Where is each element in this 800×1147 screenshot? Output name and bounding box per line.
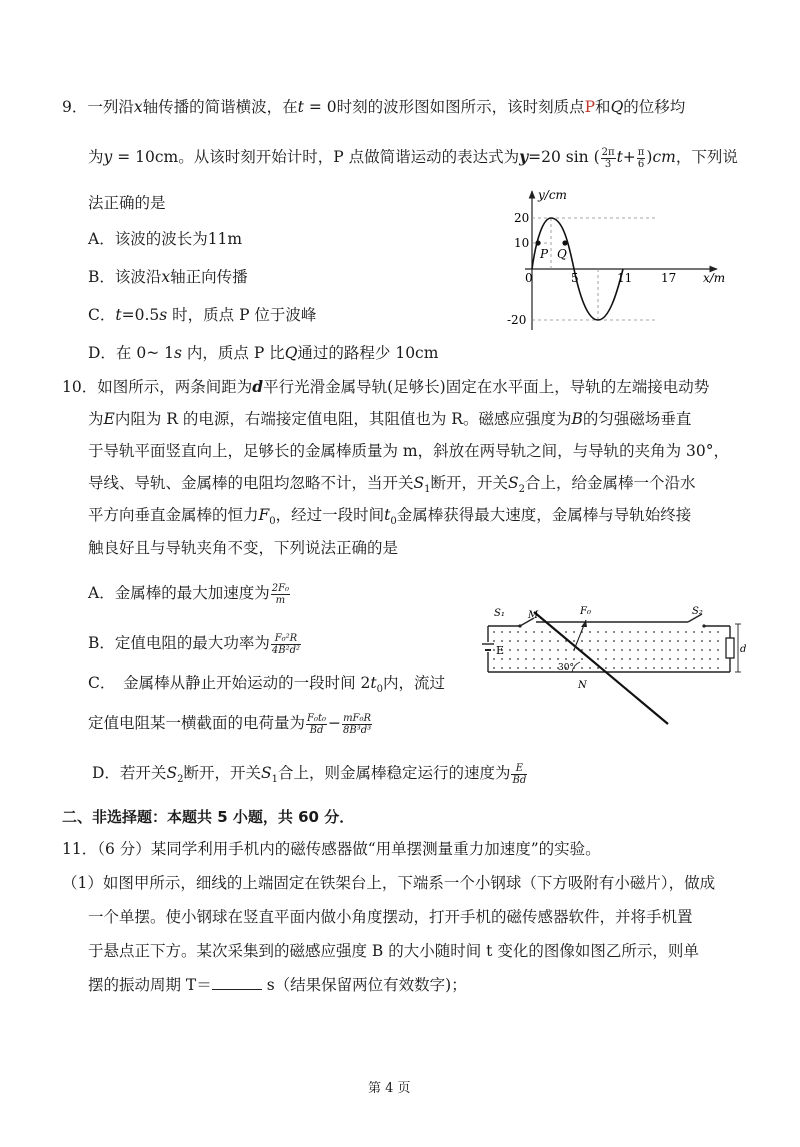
field-dot <box>493 649 495 651</box>
field-dot <box>581 667 583 669</box>
field-dot <box>509 658 511 660</box>
field-dot <box>621 640 623 642</box>
field-dot <box>613 667 615 669</box>
field-dot <box>501 667 503 669</box>
field-dot <box>573 658 575 660</box>
field-dot <box>549 667 551 669</box>
field-dot <box>533 649 535 651</box>
origin-label: 0 <box>525 271 533 285</box>
field-dot <box>701 667 703 669</box>
field-dot <box>701 640 703 642</box>
field-dot <box>653 667 655 669</box>
y-tick-10: 10 <box>514 236 530 250</box>
field-dot <box>629 649 631 651</box>
q10-option-d: D．若开关$S_2$断开，开关$S_1$合上，则金属棒稳定运行的速度为 $\frac{E}{Bd}$ <box>92 762 527 786</box>
label-f0: F₀ <box>580 606 591 617</box>
field-dot <box>541 631 543 633</box>
field-dot <box>653 640 655 642</box>
field-dot <box>645 631 647 633</box>
field-dot <box>621 667 623 669</box>
field-dot <box>685 640 687 642</box>
field-dot <box>629 631 631 633</box>
field-dot <box>621 631 623 633</box>
field-dot <box>637 640 639 642</box>
field-dot <box>493 640 495 642</box>
answer-blank[interactable] <box>212 975 262 990</box>
field-dot <box>709 667 711 669</box>
field-dot <box>661 640 663 642</box>
field-dot <box>597 658 599 660</box>
expr-frac-2: $\frac{\pi}{6}$ <box>637 146 645 170</box>
field-dot <box>605 658 607 660</box>
field-dot <box>541 667 543 669</box>
field-dot <box>717 649 719 651</box>
field-dot <box>557 649 559 651</box>
q10-line1: 10．如图所示，两条间距为d平行光滑金属导轨(足够长)固定在水平面上，导轨的左端接电动势 <box>62 377 710 396</box>
field-dot <box>717 667 719 669</box>
field-dot <box>605 667 607 669</box>
section-heading: 二、非选择题：本题共 5 小题，共 60 分． <box>62 808 355 826</box>
q10-option-c: C． 金属棒从静止开始运动的一段时间 $2t_0$内，流过 <box>88 674 446 696</box>
field-dot <box>541 640 543 642</box>
field-dot <box>621 649 623 651</box>
field-dot <box>549 631 551 633</box>
q9-line2: 为y = 10cm。从该时刻开始计时，P 点做简谐运动的表达式为y=20 sin ( $\frac{2\pi}{3}$ t+ $\frac{\pi}{6}$ )cm，下列说 <box>88 146 738 170</box>
q11-p4: 摆的振动周期 T＝ s（结果保留两位有效数字)； <box>88 976 467 994</box>
field-dot <box>693 658 695 660</box>
field-dot <box>717 658 719 660</box>
field-dot <box>533 658 535 660</box>
field-dot <box>717 631 719 633</box>
field-dot <box>629 640 631 642</box>
field-dot <box>517 667 519 669</box>
field-dot <box>637 658 639 660</box>
q11-p1: （1）如图甲所示，细线的上端固定在铁架台上，下端系一个小钢球（下方吸附有小磁片），做成 <box>62 874 716 892</box>
field-dot <box>581 640 583 642</box>
field-dot <box>605 649 607 651</box>
field-dot <box>701 649 703 651</box>
field-dot <box>653 631 655 633</box>
q10-line6: 触良好且与导轨夹角不变，下列说法正确的是 <box>88 539 399 557</box>
q10-line3: 于导轨平面竖直向上，足够长的金属棒质量为 m，斜放在两导轨之间，与导轨的夹角为 30°， <box>88 442 730 460</box>
q9-line3: 法正确的是 <box>88 194 166 212</box>
field-dot <box>589 631 591 633</box>
field-dot <box>613 631 615 633</box>
field-dot <box>645 658 647 660</box>
field-dot <box>525 667 527 669</box>
field-dot <box>693 649 695 651</box>
field-dot <box>661 631 663 633</box>
field-dot <box>709 631 711 633</box>
field-dot <box>549 658 551 660</box>
q9-option-a: A．该波的波长为11m <box>88 230 243 248</box>
label-q: Q <box>557 247 567 261</box>
field-dot <box>669 658 671 660</box>
field-dot <box>677 640 679 642</box>
q10-line2: 为E内阻为 R 的电源，右端接定值电阻，其阻值也为 R。磁感应强度为B的匀强磁场垂直 <box>88 410 692 428</box>
field-dot <box>589 667 591 669</box>
q9-option-b: B．该波沿x轴正向传播 <box>88 268 248 286</box>
field-dot <box>597 649 599 651</box>
x-axis-label: x/m <box>703 271 726 285</box>
field-dot <box>693 667 695 669</box>
q10-option-b: B．定值电阻的最大功率为 $\frac{\text{F₀²R}}{\text{4B²d²}}$ <box>88 632 301 656</box>
field-dot <box>565 658 567 660</box>
magnetic-field-dots <box>493 631 719 669</box>
q9-option-c: C．t=0.5s 时，质点 P 位于波峰 <box>88 306 317 324</box>
field-dot <box>493 631 495 633</box>
field-dot <box>541 658 543 660</box>
field-dot <box>613 640 615 642</box>
field-dot <box>565 631 567 633</box>
field-dot <box>637 631 639 633</box>
y-tick-neg20: -20 <box>507 313 527 327</box>
y-axis-label: y/cm <box>538 188 567 202</box>
field-dot <box>669 649 671 651</box>
page-number: 第 4 页 <box>368 1081 411 1096</box>
field-dot <box>661 649 663 651</box>
field-dot <box>613 649 615 651</box>
x-tick-11: 11 <box>617 271 633 285</box>
field-dot <box>533 631 535 633</box>
field-dot <box>709 649 711 651</box>
label-m: M <box>528 610 539 621</box>
field-dot <box>661 658 663 660</box>
q9-option-d: D．在 0~ 1s 内，质点 P 比Q通过的路程少 10cm <box>88 344 439 362</box>
field-dot <box>613 658 615 660</box>
field-dot <box>645 649 647 651</box>
field-dot <box>525 658 527 660</box>
field-dot <box>645 640 647 642</box>
field-dot <box>621 658 623 660</box>
field-dot <box>669 667 671 669</box>
q9-line1: 9．一列沿x轴传播的简谐横波，在t = 0时刻的波形图如图所示，该时刻质点P和Q的位移均 <box>62 98 686 116</box>
field-dot <box>629 667 631 669</box>
field-dot <box>501 640 503 642</box>
field-dot <box>533 640 535 642</box>
field-dot <box>677 658 679 660</box>
field-dot <box>517 631 519 633</box>
x-tick-17: 17 <box>661 271 677 285</box>
field-dot <box>605 631 607 633</box>
field-dot <box>661 667 663 669</box>
field-dot <box>517 649 519 651</box>
x-tick-5: 5 <box>571 271 579 285</box>
field-dot <box>677 649 679 651</box>
field-dot <box>549 649 551 651</box>
label-angle: 30° <box>558 663 574 673</box>
field-dot <box>685 667 687 669</box>
field-dot <box>501 658 503 660</box>
point-q <box>562 240 567 245</box>
field-dot <box>597 640 599 642</box>
q10-option-c-line2: 定值电阻某一横截面的电荷量为 $\frac{\text{F₀t₀}}{Bd}$ − $\frac{\text{mF₀R}}{\text{8B³d³}}$ <box>88 712 372 736</box>
field-dot <box>541 649 543 651</box>
field-dot <box>709 658 711 660</box>
field-dot <box>677 631 679 633</box>
label-d: d <box>740 644 747 655</box>
field-dot <box>685 631 687 633</box>
y-tick-20: 20 <box>514 211 530 225</box>
field-dot <box>653 649 655 651</box>
field-dot <box>685 658 687 660</box>
field-dot <box>597 631 599 633</box>
circuit-diagram <box>480 600 745 730</box>
label-n: N <box>578 680 587 691</box>
resistor <box>726 638 734 658</box>
label-e: E <box>496 644 505 657</box>
field-dot <box>629 658 631 660</box>
field-dot <box>581 658 583 660</box>
field-dot <box>493 667 495 669</box>
field-dot <box>501 631 503 633</box>
field-dot <box>685 649 687 651</box>
field-dot <box>525 631 527 633</box>
wave-graph <box>505 185 730 335</box>
field-dot <box>693 631 695 633</box>
field-dot <box>557 658 559 660</box>
q10-line4: 导线、导轨、金属棒的电阻均忽略不计，当开关$S_1$断开，开关$S_2$合上，给金属棒一个沿水 <box>88 474 696 496</box>
field-dot <box>525 640 527 642</box>
field-dot <box>709 640 711 642</box>
field-dot <box>717 640 719 642</box>
point-p <box>535 240 540 245</box>
q10-line5: 平方向垂直金属棒的恒力$F_0$，经过一段时间$t_0$金属棒获得最大速度，金属棒与导轨始终接 <box>88 506 692 528</box>
field-dot <box>509 640 511 642</box>
field-dot <box>589 640 591 642</box>
q11-p2: 一个单摆。使小钢球在竖直平面内做小角度摆动，打开手机的磁传感器软件，并将手机置 <box>88 908 693 926</box>
field-dot <box>533 667 535 669</box>
label-p: P <box>540 247 549 261</box>
field-dot <box>493 658 495 660</box>
field-dot <box>701 631 703 633</box>
label-s1: S₁ <box>494 608 505 619</box>
field-dot <box>669 640 671 642</box>
metal-rod <box>534 612 668 724</box>
field-dot <box>509 631 511 633</box>
field-dot <box>637 649 639 651</box>
field-dot <box>517 658 519 660</box>
field-dot <box>605 640 607 642</box>
field-dot <box>509 649 511 651</box>
field-dot <box>509 667 511 669</box>
field-dot <box>693 640 695 642</box>
field-dot <box>557 640 559 642</box>
q10-option-a: A．金属棒的最大加速度为 $\frac{\text{2F₀}}{m}$ <box>88 582 290 606</box>
field-dot <box>525 649 527 651</box>
field-dot <box>565 649 567 651</box>
field-dot <box>645 667 647 669</box>
field-dot <box>573 631 575 633</box>
field-dot <box>517 640 519 642</box>
field-dot <box>701 658 703 660</box>
field-dot <box>637 667 639 669</box>
q11-head: 11．（6 分）某同学利用手机内的磁传感器做“用单摆测量重力加速度”的实验。 <box>62 840 601 858</box>
field-dot <box>677 667 679 669</box>
field-dot <box>549 640 551 642</box>
q11-p3: 于悬点正下方。某次采集到的磁感应强度 B 的大小随时间 t 变化的图像如图乙所示，则单 <box>88 942 699 960</box>
field-dot <box>653 658 655 660</box>
label-s2: S₂ <box>692 606 703 617</box>
field-dot <box>669 631 671 633</box>
field-dot <box>589 649 591 651</box>
field-dot <box>573 640 575 642</box>
expr-frac-1: $\frac{2\pi}{3}$ <box>601 146 615 170</box>
